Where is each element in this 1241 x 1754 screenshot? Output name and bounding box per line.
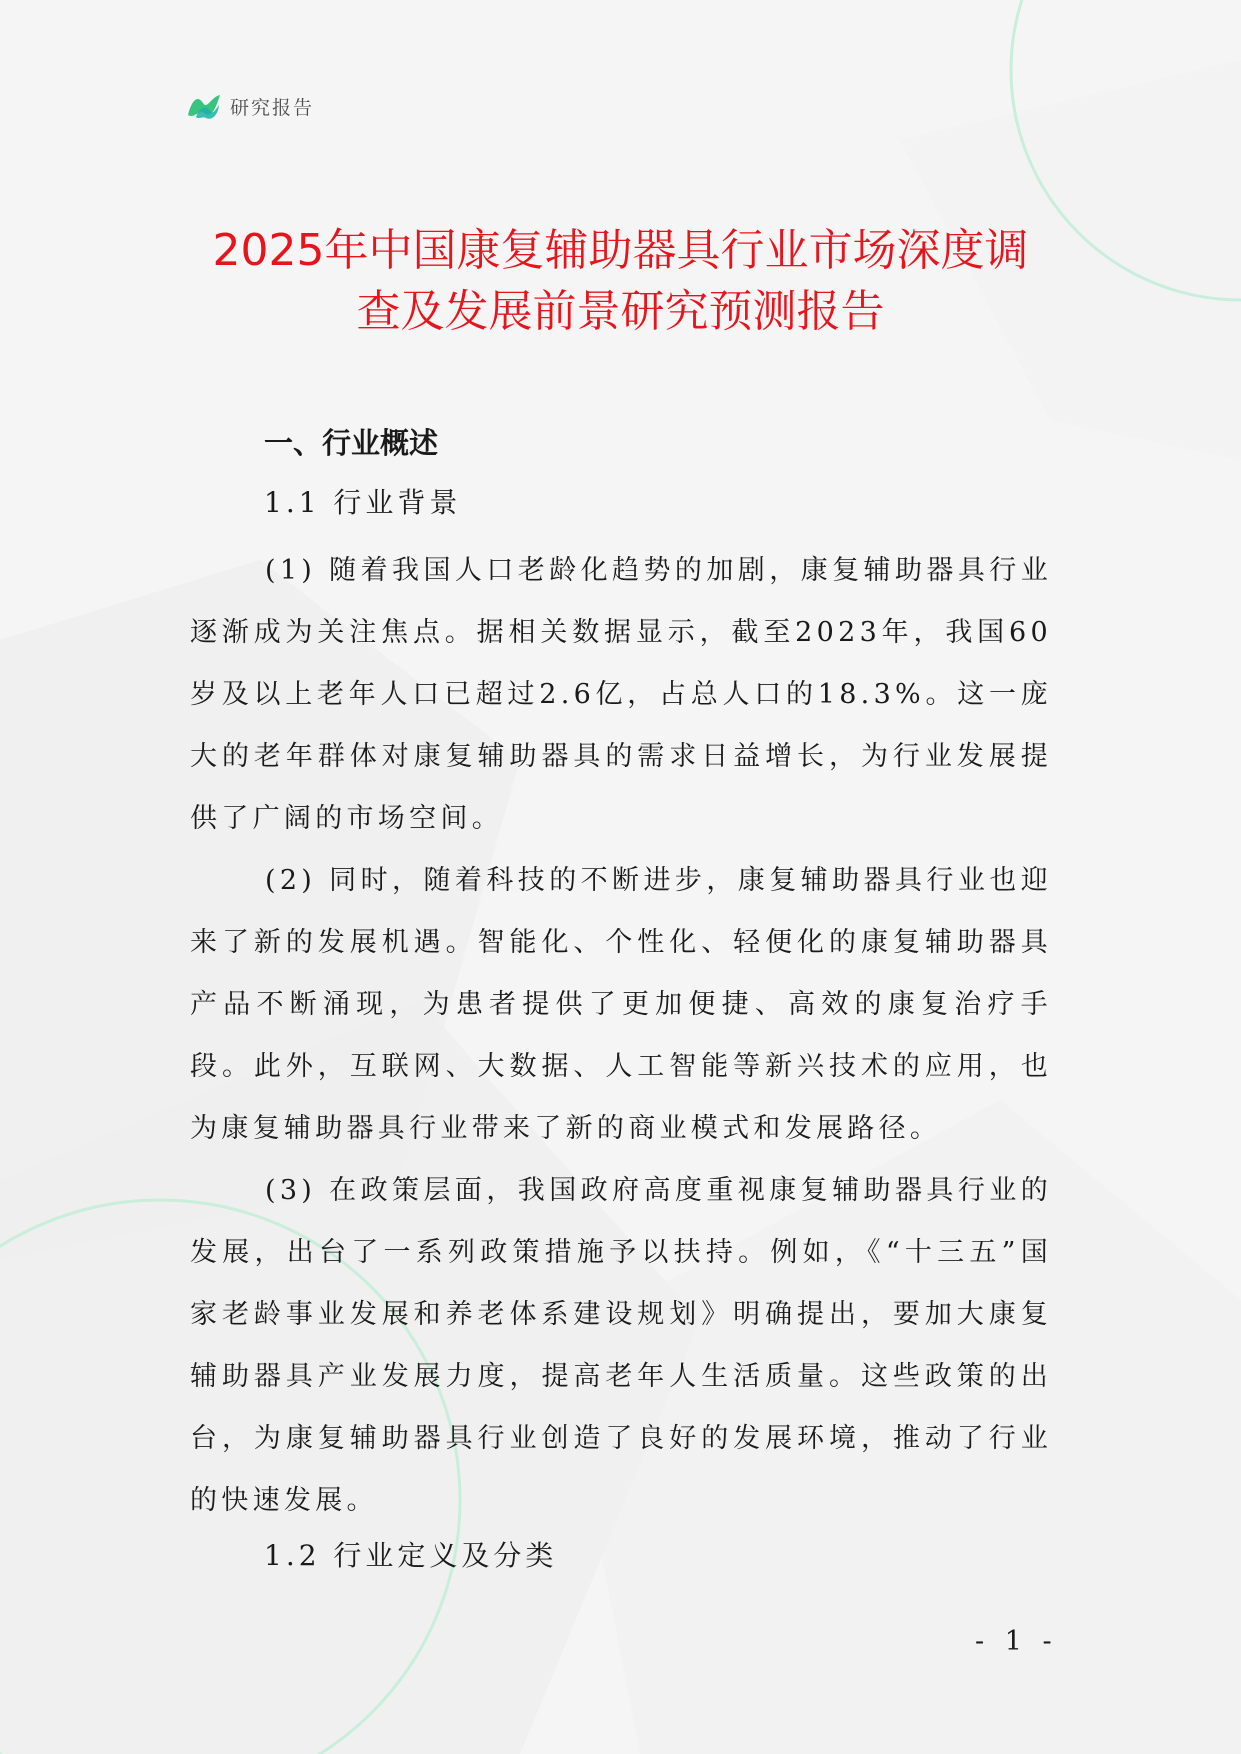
subheading-background: 1.1 行业背景 — [264, 486, 462, 519]
report-title-line-1: 2025年中国康复辅助器具行业市场深度调 — [212, 225, 1029, 276]
brand-text: 研究报告 — [230, 96, 315, 119]
subheading-definition: 1.2 行业定义及分类 — [264, 1539, 558, 1572]
paragraph-1: (1) 随着我国人口老龄化趋势的加剧，康复辅助器具行业逐渐成为关注焦点。据相关数据显示，截至2023年，我国60岁及以上老年人口已超过2.6亿，占总人口的18.3%。这一庞大的老年群体对康复辅助器具的需求日益增长，为行业发展提供了广阔的市场空间。 — [190, 555, 1052, 834]
brand-header — [186, 89, 314, 123]
brand-logo-icon — [186, 91, 222, 121]
body-text — [190, 540, 1052, 1532]
paragraph-3: (3) 在政策层面，我国政府高度重视康复辅助器具行业的发展，出台了一系列政策措施予以扶持。例如，《“十三五”国家老龄事业发展和养老体系建设规划》明确提出，要加大康复辅助器具产业发展力度，提高老年人生活质量。这些政策的出台，为康复辅助器具行业创造了良好的发展环境，推动了行业的快速发展。 — [190, 1175, 1052, 1516]
paragraph-2: (2) 同时，随着科技的不断进步，康复辅助器具行业也迎来了新的发展机遇。智能化、个性化、轻便化的康复辅助器具产品不断涌现，为患者提供了更加便捷、高效的康复治疗手段。此外，互联网、大数据、人工智能等新兴技术的应用，也为康复辅助器具行业带来了新的商业模式和发展路径。 — [190, 865, 1052, 1144]
report-title-line-2: 查及发展前景研究预测报告 — [356, 286, 885, 337]
report-title — [150, 220, 1091, 342]
page-number: - 1 - — [975, 1626, 1058, 1657]
section-heading-overview: 一、行业概述 — [264, 426, 439, 460]
